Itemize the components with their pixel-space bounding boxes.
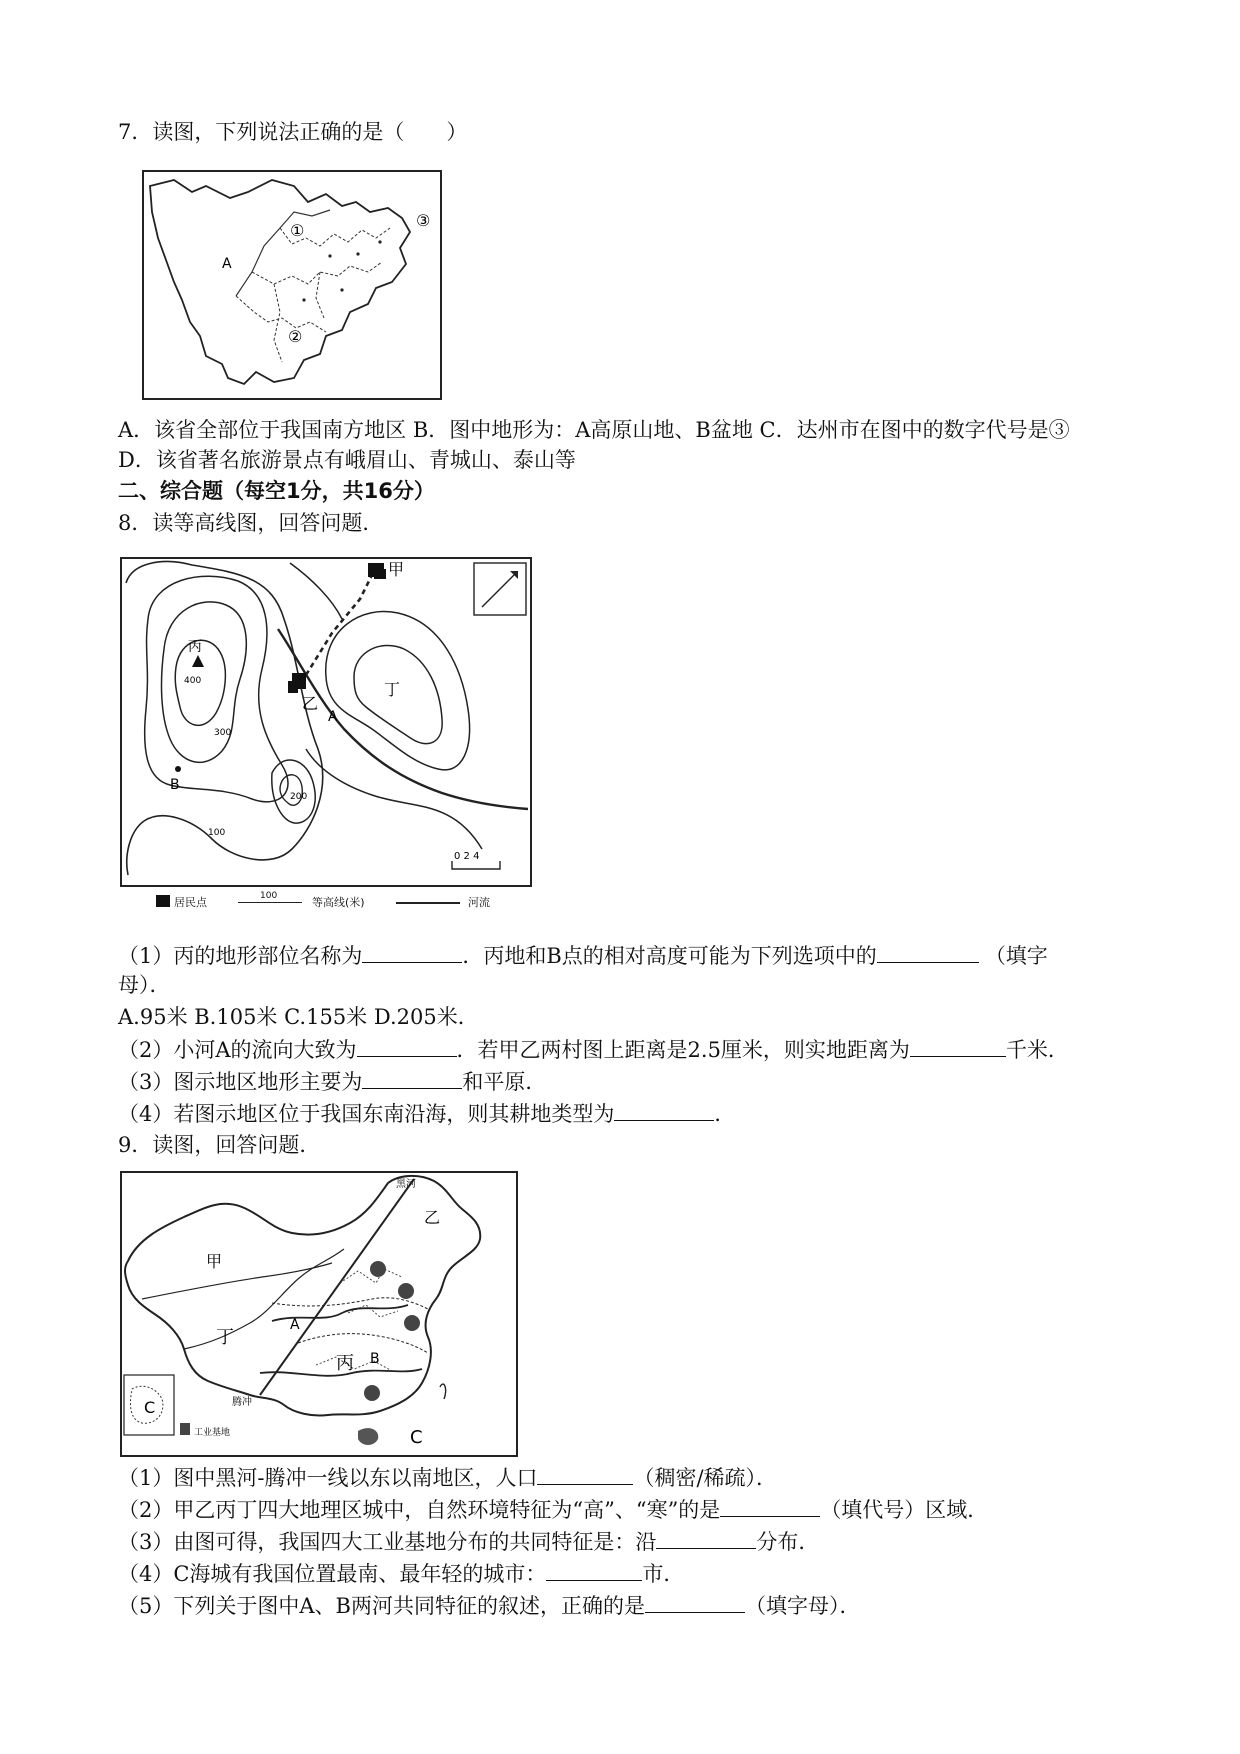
q7-label-2: ② xyxy=(288,327,303,346)
q9-label-ding: 丁 xyxy=(216,1327,234,1348)
q9-label-c: C xyxy=(410,1427,423,1448)
q8-legend-contour-value: 100 xyxy=(260,891,278,901)
q9-part1: （1）图中黑河-腾冲一线以东以南地区，人口 （稠密/稀疏）． xyxy=(118,1462,777,1493)
q8-scale-text: 0 2 4 xyxy=(454,851,480,862)
q8-legend-village: 居民点 xyxy=(174,896,207,909)
q8-legend-contour: 等高线(米) xyxy=(312,896,365,909)
q9-part4: （4）C海城有我国位置最南、最年轻的城市： 市． xyxy=(118,1558,684,1589)
contour-legend-line xyxy=(238,902,302,903)
q9-label-heihe: 黑河 xyxy=(396,1179,416,1190)
q8-legend-river: 河流 xyxy=(468,896,490,909)
answer-blank[interactable] xyxy=(362,940,462,963)
answer-blank[interactable] xyxy=(614,1098,714,1121)
q7-options-line1: A．该省全部位于我国南方地区 B．图中地形为：A高原山地、B盆地 C．达州市在图中的数字代号是③ xyxy=(118,418,1070,442)
q9-part5: （5）下列关于图中A、B两河共同特征的叙述，正确的是 （填字母）． xyxy=(118,1590,860,1621)
answer-blank[interactable] xyxy=(645,1590,745,1613)
q9-label-yi: 乙 xyxy=(424,1208,441,1227)
q9-label-b: B xyxy=(370,1351,380,1367)
answer-blank[interactable] xyxy=(656,1526,756,1549)
q7-label-a: A xyxy=(222,256,232,272)
q8-label-200: 200 xyxy=(290,792,308,802)
q8-part1-line2: 母）． xyxy=(118,973,171,997)
q8-label-yi: 乙 xyxy=(302,694,319,713)
q9-legend-label: 工业基地 xyxy=(194,1428,231,1438)
q8-part2: （2）小河A的流向大致为 ．若甲乙两村图上距离是2.5厘米，则实地距离为 千米． xyxy=(118,1034,1069,1065)
answer-blank[interactable] xyxy=(910,1034,1006,1057)
section2-title: 二、综合题（每空1分，共16分） xyxy=(118,479,435,503)
q9-part3: （3）由图可得，我国四大工业基地分布的共同特征是：沿 分布． xyxy=(118,1526,819,1557)
river-legend-line xyxy=(396,902,460,904)
q7-stem: 7．读图，下列说法正确的是（ ） xyxy=(118,120,468,144)
q8-label-400: 400 xyxy=(184,676,202,686)
q9-label-tengchong: 腾冲 xyxy=(232,1397,252,1408)
q8-label-bing: 丙 xyxy=(188,639,202,655)
q8-stem: 8．读等高线图，回答问题． xyxy=(118,511,384,535)
answer-blank[interactable] xyxy=(877,940,979,963)
answer-blank[interactable] xyxy=(546,1558,642,1581)
q8-label-100: 100 xyxy=(208,828,226,838)
q8-contour-map xyxy=(120,557,532,887)
q8-label-a: A xyxy=(328,709,338,725)
q8-label-b: B xyxy=(170,777,180,793)
q9-inset-label: C xyxy=(144,1398,156,1417)
q7-label-3: ③ xyxy=(416,211,431,230)
q7-label-1: ① xyxy=(290,221,305,240)
q8-label-ding: 丁 xyxy=(384,680,401,699)
q9-label-a: A xyxy=(290,1317,300,1333)
answer-blank[interactable] xyxy=(362,1066,462,1089)
q9-china-map xyxy=(120,1171,518,1457)
answer-blank[interactable] xyxy=(720,1494,820,1517)
q9-label-jia: 甲 xyxy=(206,1252,223,1271)
q8-label-300: 300 xyxy=(214,728,232,738)
q8-part1-line1: （1）丙的地形部位名称为 ．丙地和B点的相对高度可能为下列选项中的 （填字 xyxy=(118,940,1048,971)
q8-part3: （3）图示地区地形主要为 和平原． xyxy=(118,1066,546,1097)
q8-legend xyxy=(156,892,536,912)
q8-label-jia: 甲 xyxy=(388,560,405,579)
q9-stem: 9．读图，回答问题． xyxy=(118,1133,321,1157)
q8-part1-options: A.95米 B.105米 C.155米 D.205米． xyxy=(118,1005,479,1029)
answer-blank[interactable] xyxy=(537,1462,633,1485)
answer-blank[interactable] xyxy=(357,1034,457,1057)
q7-options-line2: D．该省著名旅游景点有峨眉山、青城山、泰山等 xyxy=(118,448,576,472)
q8-part4: （4）若图示地区位于我国东南沿海，则其耕地类型为 ． xyxy=(118,1098,735,1129)
q9-part2: （2）甲乙丙丁四大地理区城中，自然环境特征为“高”、“寒”的是 （填代号）区域． xyxy=(118,1494,988,1525)
q9-label-bing: 丙 xyxy=(336,1353,354,1374)
q7-province-map xyxy=(142,170,442,400)
village-legend-icon xyxy=(156,895,170,907)
